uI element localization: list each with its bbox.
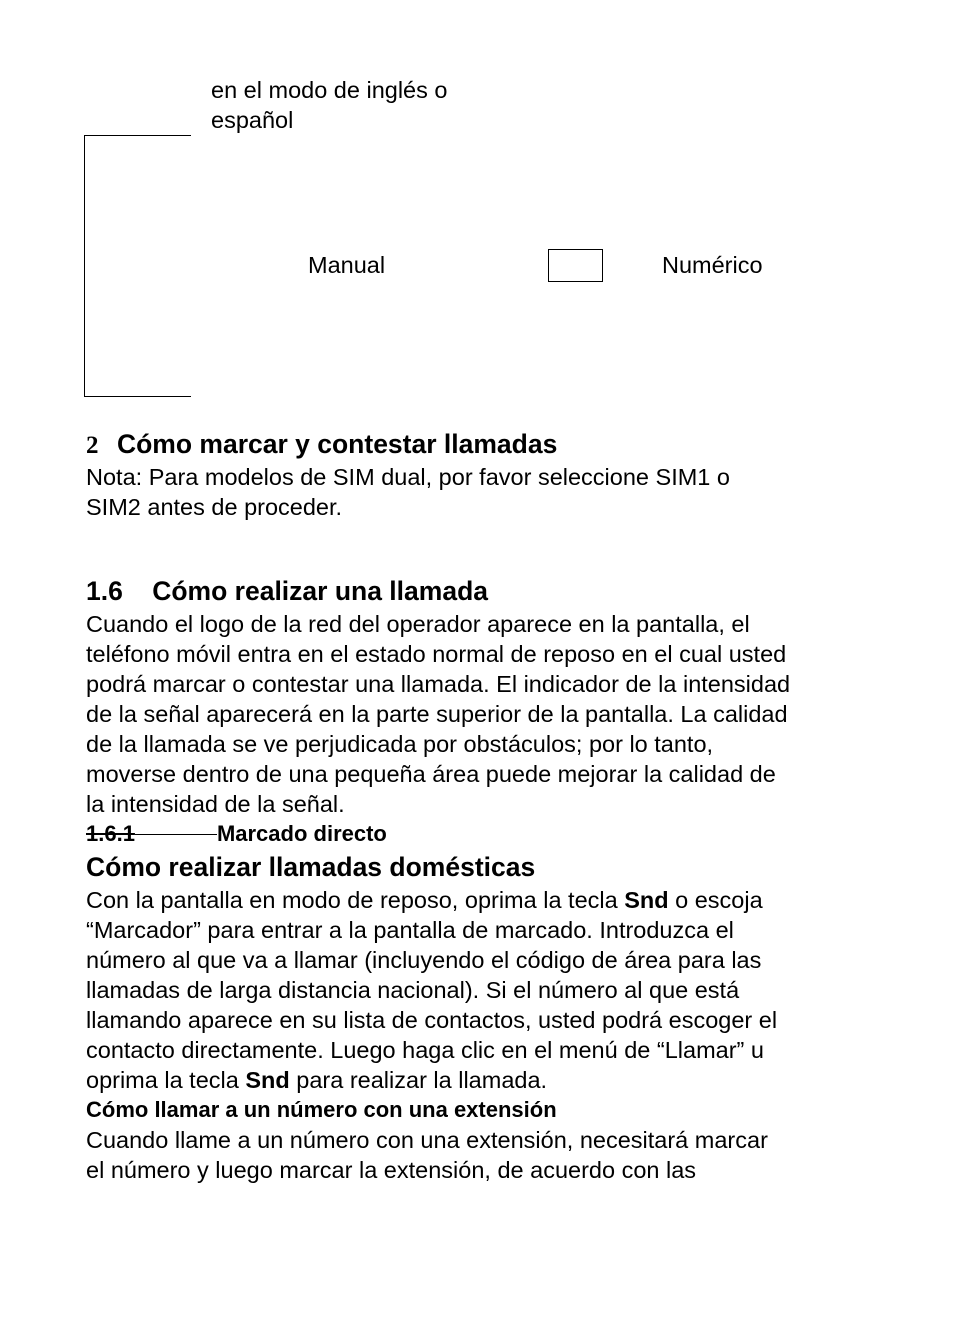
text-line: Nota: Para modelos de SIM dual, por favor seleccione SIM1 o xyxy=(86,464,730,490)
text-fragment: oprima la tecla xyxy=(86,1067,246,1093)
table-cell-numerico: Numérico xyxy=(662,252,763,278)
section-number: 1.6.1 xyxy=(86,821,135,846)
section-title: Marcado directo xyxy=(216,821,387,846)
text-line: la intensidad de la señal. xyxy=(86,791,345,817)
text-line: podrá marcar o contestar una llamada. El indicador de la intensidad xyxy=(86,671,791,697)
key-name: Snd xyxy=(245,1067,290,1093)
text-line xyxy=(86,1065,777,1095)
section-1-6-1-heading xyxy=(86,820,387,848)
top-text-line: español xyxy=(211,107,294,133)
section-1-6-body xyxy=(86,609,790,819)
text-fragment: o escoja xyxy=(668,887,763,913)
table-small-cell xyxy=(548,249,603,282)
note-paragraph xyxy=(86,462,730,522)
text-line: contacto directamente. Luego haga clic en el menú de “Llamar” u xyxy=(86,1037,764,1063)
top-text-line: en el modo de inglés o xyxy=(211,77,448,103)
text-line: número al que va a llamar (incluyendo el código de área para las xyxy=(86,947,762,973)
heading-rule xyxy=(135,834,217,835)
section-number: 1.6 xyxy=(86,576,123,606)
text-line: teléfono móvil entra en el estado normal de reposo en el cual usted xyxy=(86,641,787,667)
extension-heading: Cómo llamar a un número con una extensión xyxy=(86,1097,557,1122)
text-line: el número y luego marcar la extensión, de acuerdo con las xyxy=(86,1157,697,1183)
section-2-heading xyxy=(86,428,557,460)
table-cell-manual: Manual xyxy=(308,252,386,278)
text-line xyxy=(86,885,777,915)
text-line: de la señal aparecerá en la parte superior de la pantalla. La calidad xyxy=(86,701,788,727)
domestic-heading: Cómo realizar llamadas domésticas xyxy=(86,852,536,882)
section-title: Cómo marcar y contestar llamadas xyxy=(116,429,558,459)
extension-body xyxy=(86,1125,768,1185)
text-line: moverse dentro de una pequeña área puede mejorar la calidad de xyxy=(86,761,776,787)
section-1-6-heading xyxy=(86,575,488,607)
text-line: llamando aparece en su lista de contactos, usted podrá escoger el xyxy=(86,1007,778,1033)
section-title: Cómo realizar una llamada xyxy=(152,576,488,606)
text-line: “Marcador” para entrar a la pantalla de marcado. Introduzca el xyxy=(86,917,734,943)
text-line: llamadas de larga distancia nacional). Si el número al que está xyxy=(86,977,740,1003)
text-fragment: para realizar la llamada. xyxy=(289,1067,548,1093)
key-name: Snd xyxy=(624,887,669,913)
table-frame xyxy=(84,135,191,397)
text-line: SIM2 antes de proceder. xyxy=(86,494,343,520)
text-fragment: Con la pantalla en modo de reposo, oprima la tecla xyxy=(86,887,625,913)
text-line: Cuando el logo de la red del operador aparece en la pantalla, el xyxy=(86,611,750,637)
domestic-body xyxy=(86,885,777,1095)
text-line: Cuando llame a un número con una extensión, necesitará marcar xyxy=(86,1127,768,1153)
top-text xyxy=(211,75,447,135)
text-line: de la llamada se ve perjudicada por obstáculos; por lo tanto, xyxy=(86,731,714,757)
section-number: 2 xyxy=(86,432,99,459)
